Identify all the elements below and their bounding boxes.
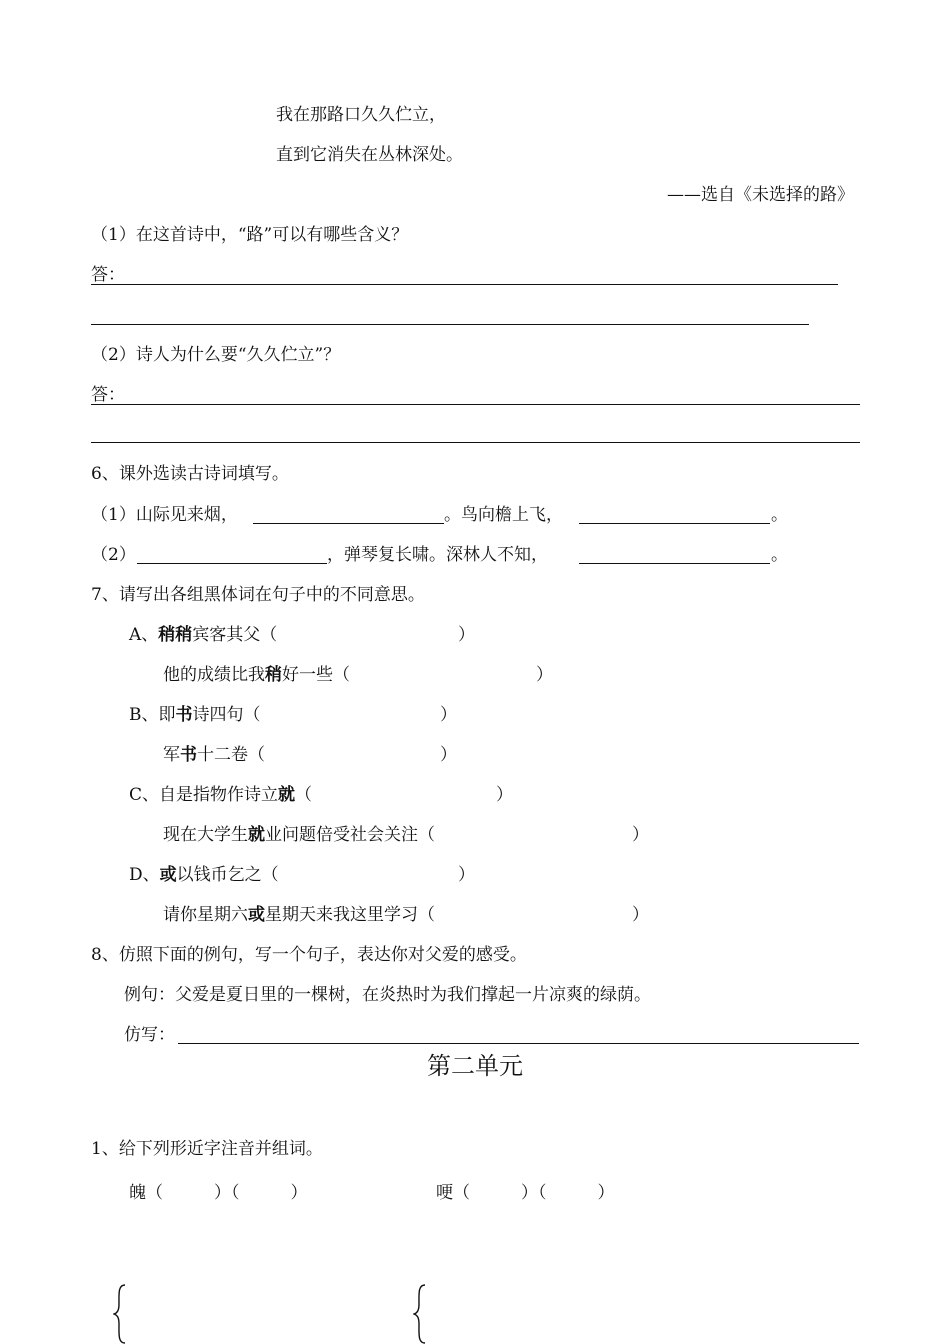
bold-word: 或 xyxy=(159,865,177,885)
q7-d1-close: ） xyxy=(458,865,475,885)
poem-line-2: 直到它消失在丛林深处。 xyxy=(276,145,463,165)
q5-answer1-label: 答： xyxy=(91,265,125,285)
bold-word: 就 xyxy=(278,785,296,805)
q8-answer-line[interactable] xyxy=(178,1043,859,1044)
q5-answer2-line-2[interactable] xyxy=(91,442,860,443)
q5-answer1-line[interactable] xyxy=(91,284,838,285)
q7-b2: 军书十二卷（ xyxy=(163,745,265,765)
unit2-heading: 第二单元 xyxy=(427,1052,523,1080)
q6-blank-3[interactable] xyxy=(137,563,327,564)
q6-line1-end: 。 xyxy=(771,505,788,525)
q7-c1: C、自是指物作诗立就（ xyxy=(129,785,313,805)
unit2-q1-item-2: 哽（ ）（ ） xyxy=(436,1183,615,1203)
poem-source: ——选自《未选择的路》 xyxy=(667,185,854,205)
bold-word: 或 xyxy=(248,905,265,925)
q7-d1: D、或以钱币乞之（ xyxy=(129,865,279,885)
bold-word: 稍 xyxy=(265,665,282,685)
q8-title: 8、仿照下面的例句，写一个句子，表达你对父爱的感受。 xyxy=(91,945,527,965)
left-brace-icon xyxy=(113,1284,127,1344)
q7-c2: 现在大学生就业问题倍受社会关注（ xyxy=(163,825,435,845)
bold-word: 书 xyxy=(175,705,193,725)
q7-a2-close: ） xyxy=(536,665,553,685)
q7-b1: B、即书诗四句（ xyxy=(129,705,261,725)
q7-d2-close: ） xyxy=(632,905,649,925)
q5-answer2-line[interactable] xyxy=(91,404,860,405)
q7-a2: 他的成绩比我稍好一些（ xyxy=(163,665,350,685)
q5-sub2-text: （2）诗人为什么要“久久伫立”？ xyxy=(91,345,341,365)
q7-b2-close: ） xyxy=(440,745,457,765)
q7-d2: 请你星期六或星期天来我这里学习（ xyxy=(163,905,435,925)
q7-c1-close: ） xyxy=(496,785,513,805)
q7-a1: A、稍稍宾客其父（ xyxy=(129,625,278,645)
q6-line1-mid: 。鸟向檐上飞， xyxy=(444,505,563,525)
q7-c2-close: ） xyxy=(632,825,649,845)
bold-word: 就 xyxy=(248,825,265,845)
q6-line2-end: 。 xyxy=(771,545,788,565)
q6-blank-2[interactable] xyxy=(579,523,770,524)
bold-word: 书 xyxy=(180,745,197,765)
bold-word: 稍稍 xyxy=(158,625,193,645)
q7-title: 7、请写出各组黑体词在句子中的不同意思。 xyxy=(91,585,425,605)
q6-blank-1[interactable] xyxy=(253,523,444,524)
q8-imitate-label: 仿写： xyxy=(124,1025,175,1045)
q8-example: 例句：父爱是夏日里的一棵树，在炎热时为我们撑起一片凉爽的绿荫。 xyxy=(124,985,651,1005)
q6-line2-start: （2） xyxy=(91,545,136,565)
q7-b1-close: ） xyxy=(440,705,457,725)
q6-line2-mid: ，弹琴复长啸。深林人不知， xyxy=(327,545,548,565)
q6-title: 6、课外选读古诗词填写。 xyxy=(91,464,289,484)
q6-blank-4[interactable] xyxy=(579,563,770,564)
q6-line1-start: （1）山际见来烟， xyxy=(91,505,238,525)
q7-a1-close: ） xyxy=(458,625,475,645)
poem-line-1: 我在那路口久久伫立， xyxy=(276,105,446,125)
unit2-q1-item-1: 魄（ ）（ ） xyxy=(129,1183,308,1203)
q5-answer1-line-2[interactable] xyxy=(91,324,809,325)
q5-answer2-label: 答： xyxy=(91,385,125,405)
unit2-q1-title: 1、给下列形近字注音并组词。 xyxy=(91,1139,323,1159)
left-brace-icon xyxy=(413,1284,427,1344)
q5-sub1-text: （1）在这首诗中，“路”可以有哪些含义？ xyxy=(91,225,409,245)
